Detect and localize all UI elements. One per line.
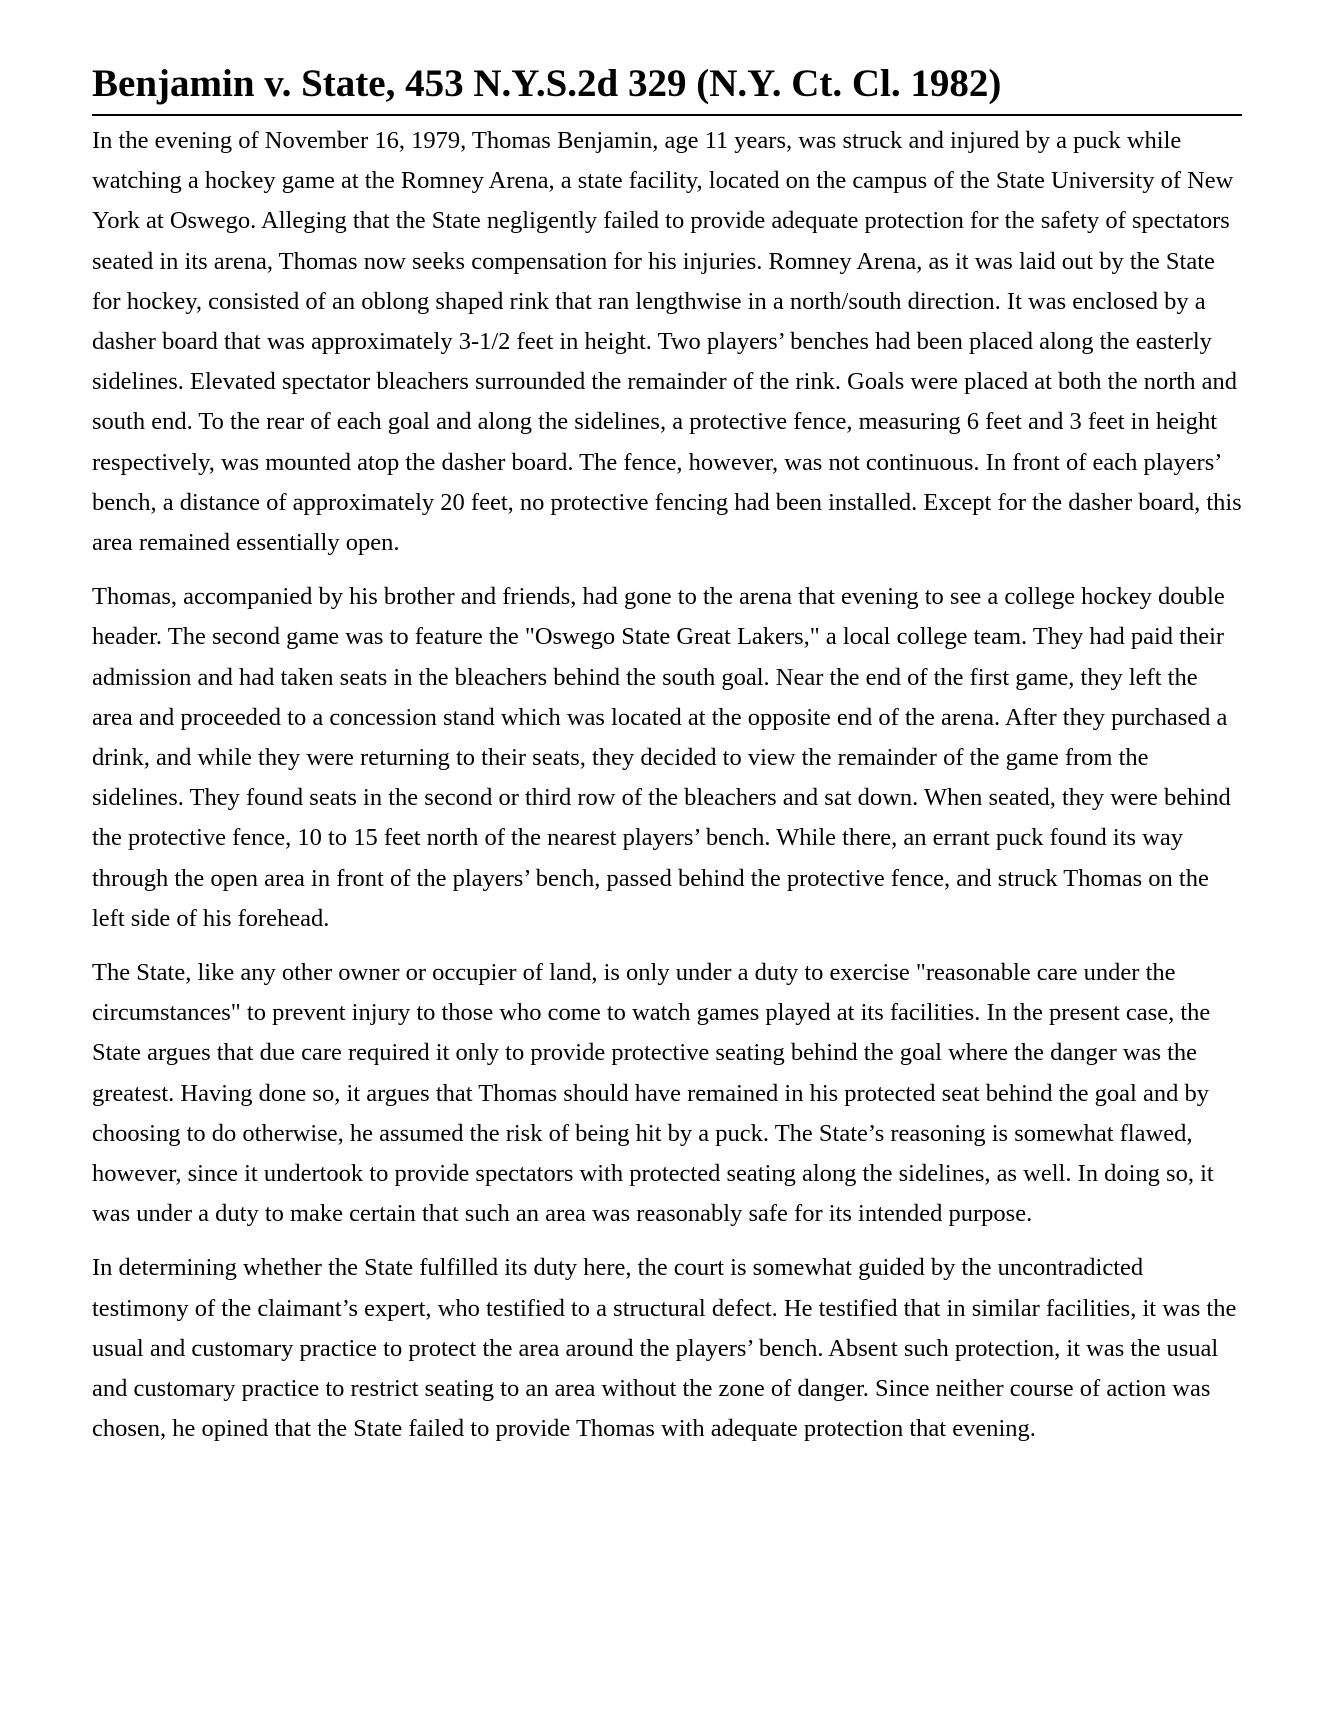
paragraph-expert-testimony: In determining whether the State fulfilled its duty here, the court is somewhat guided by the uncontradicted testimony of the claimant’s expert, who testified to a structural defect. He testified that in similar facilities, it was the usual and customary practice to protect the area around the players’ bench. Absent such protection, it was the usual and customary practice to restrict seating to an area without the zone of danger. Since neither course of action was chosen, he opined that the State failed to provide Thomas with adequate protection that evening. [92, 1254, 1237, 1443]
document-page [92, 58, 1242, 1464]
paragraph-incident: Thomas, accompanied by his brother and friends, had gone to the arena that evening to see a college hockey double header. The second game was to feature the "Oswego State Great Lakers," a local college team. They had paid their admission and had taken seats in the bleachers behind the south goal. Near the end of the first game, they left the area and proceeded to a concession stand which was located at the opposite end of the arena. After they purchased a drink, and while they were returning to their seats, they decided to view the remainder of the game from the sidelines. They found seats in the second or third row of the bleachers and sat down. When seated, they were behind the protective fence, 10 to 15 feet north of the nearest players’ bench. While there, an errant puck found its way through the open area in front of the players’ bench, passed behind the protective fence, and struck Thomas on the left side of his forehead. [92, 583, 1231, 932]
case-body [92, 121, 1242, 1450]
paragraph-duty: The State, like any other owner or occupier of land, is only under a duty to exercise "reasonable care under the circumstances" to prevent injury to those who come to watch games played at its facilities. In the present case, the State argues that due care required it only to provide protective seating behind the goal where the danger was the greatest. Having done so, it argues that Thomas should have remained in his protected seat behind the goal and by choosing to do otherwise, he assumed the risk of being hit by a puck. The State’s reasoning is somewhat flawed, however, since it undertook to provide spectators with protected seating along the sidelines, as well. In doing so, it was under a duty to make certain that such an area was reasonably safe for its intended purpose. [92, 959, 1214, 1228]
case-title: Benjamin v. State, 453 N.Y.S.2d 329 (N.Y. Ct. Cl. 1982) [92, 58, 1242, 116]
paragraph-facts: In the evening of November 16, 1979, Thomas Benjamin, age 11 years, was struck and injured by a puck while watching a hockey game at the Romney Arena, a state facility, located on the campus of the State University of New York at Oswego. Alleging that the State negligently failed to provide adequate protection for the safety of spectators seated in its arena, Thomas now seeks compensation for his injuries. Romney Arena, as it was laid out by the State for hockey, consisted of an oblong shaped rink that ran lengthwise in a north/south direction. It was enclosed by a dasher board that was approximately 3-1/2 feet in height. Two players’ benches had been placed along the easterly sidelines. Elevated spectator bleachers surrounded the remainder of the rink. Goals were placed at both the north and south end. To the rear of each goal and along the sidelines, a protective fence, measuring 6 feet and 3 feet in height respectively, was mounted atop the dasher board. The fence, however, was not continuous. In front of each players’ bench, a distance of approximately 20 feet, no protective fencing had been installed. Except for the dasher board, this area remained essentially open. [92, 127, 1242, 557]
